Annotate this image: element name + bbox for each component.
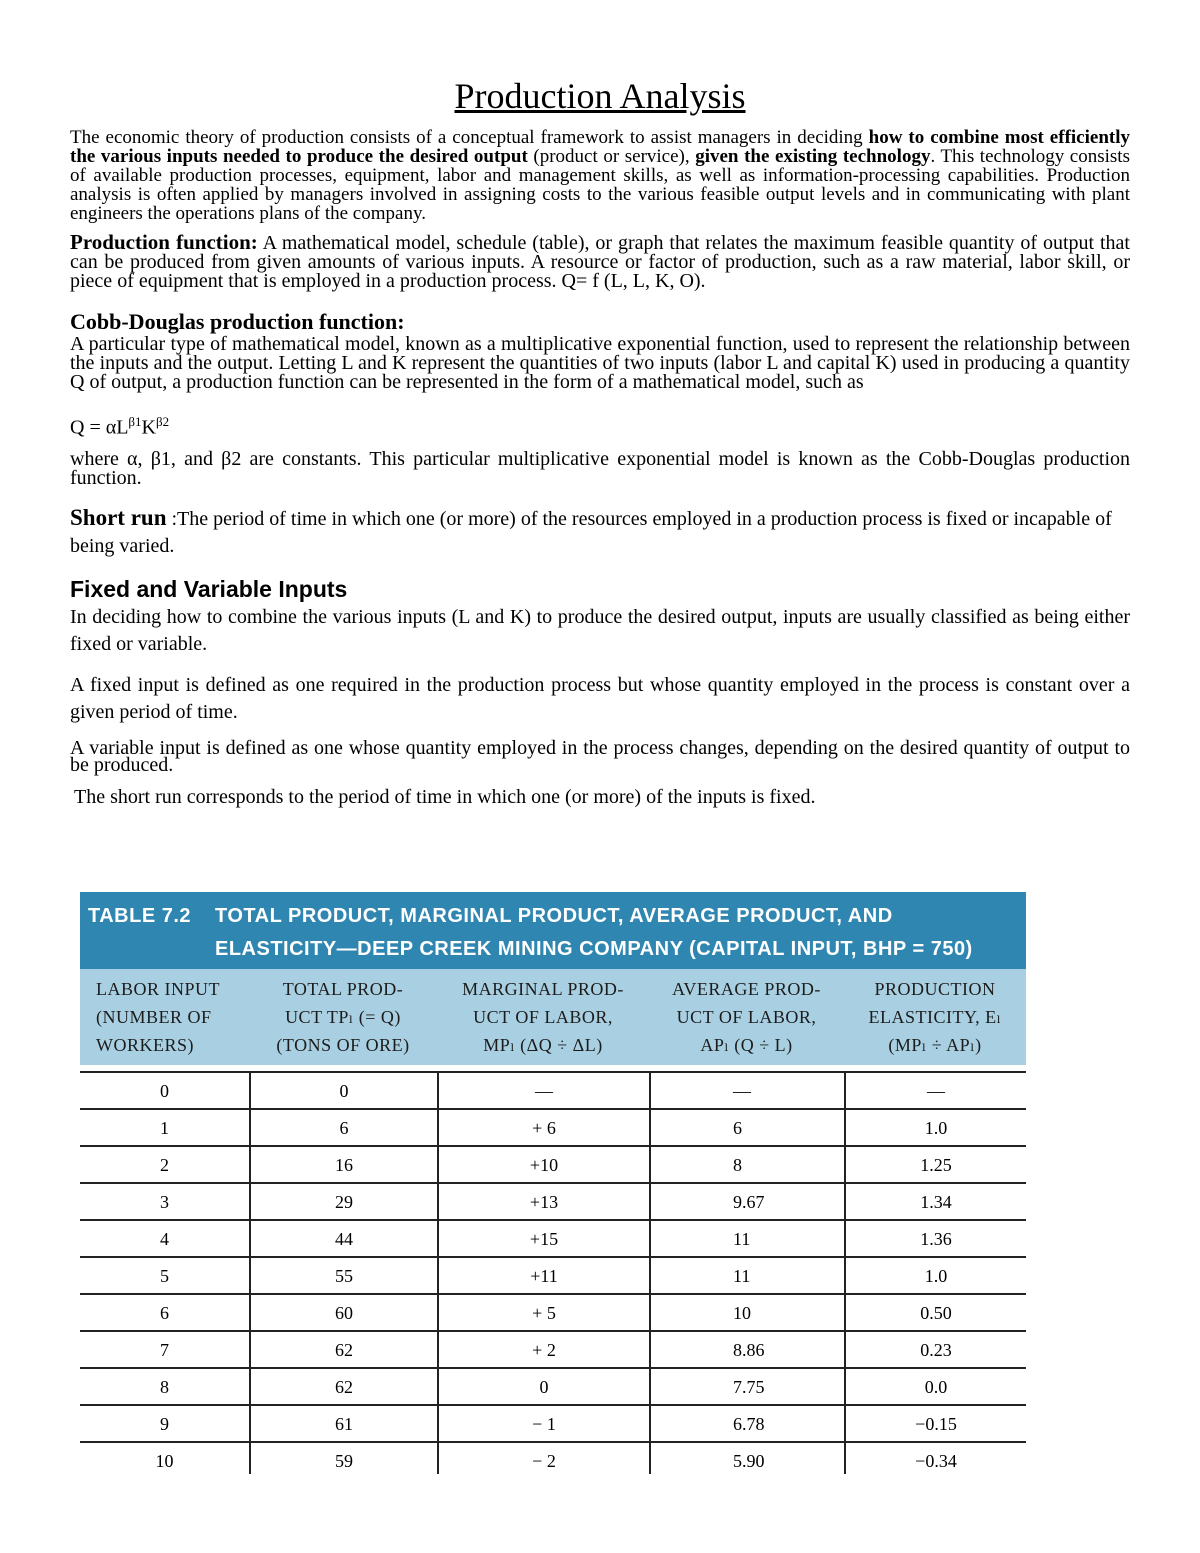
short-run-label: Short run — [70, 504, 167, 530]
table-cell: +13 — [437, 1184, 649, 1219]
table-cell: 16 — [249, 1147, 437, 1182]
intro-text-2: (product or service), — [527, 146, 696, 167]
table-cell: 4 — [160, 1229, 169, 1249]
table-number: TABLE 7.2 — [88, 905, 192, 927]
fixed-variable-p1: In deciding how to combine the various inputs (L and K) to produce the desired output, inputs are usually classified as being either fixed or variable. — [70, 605, 1130, 655]
table-cell: 1 — [160, 1118, 169, 1138]
table-cell: 55 — [249, 1258, 437, 1293]
fixed-variable-heading: Fixed and Variable Inputs — [70, 575, 348, 602]
table-cell: 6 — [160, 1303, 169, 1323]
cobb-douglas-heading: Cobb-Douglas production function: — [70, 309, 405, 334]
table-cell: +15 — [437, 1221, 649, 1256]
table-body — [80, 1071, 1026, 1474]
fixed-variable-p2: A fixed input is defined as one required in the production process but whose quantity employed in the process is constant over a given period of time. — [70, 673, 1130, 723]
table-row — [80, 1293, 1026, 1330]
table-row — [80, 1219, 1026, 1256]
table-cell: 8.86 — [649, 1332, 844, 1367]
table-row — [80, 1145, 1026, 1182]
header-line: (MPₗ ÷ APₗ) — [888, 1035, 982, 1055]
header-line: MARGINAL PROD- — [462, 979, 624, 999]
table-row — [80, 1108, 1026, 1145]
table-cell: 9.67 — [649, 1184, 844, 1219]
intro-paragraph — [70, 128, 1130, 223]
table-cell: 5.90 — [649, 1443, 844, 1474]
header-line: LABOR INPUT — [96, 979, 221, 999]
cobb-douglas-formula — [70, 408, 1130, 442]
table-cell: 8 — [160, 1377, 169, 1397]
header-line: ELASTICITY, Eₗ — [868, 1007, 1002, 1027]
table-cell: 1.0 — [844, 1110, 1026, 1145]
page-title: Production Analysis — [454, 76, 746, 116]
table-cell: + 2 — [437, 1332, 649, 1367]
table-cell: 1.36 — [844, 1221, 1026, 1256]
fixed-variable-p4: The short run corresponds to the period of time in which one (or more) of the inputs is fixed. — [74, 785, 816, 808]
table-cell: 44 — [249, 1221, 437, 1256]
intro-text-3: . This technology consists of available production processes, equipment, labor and management skills, as well as information-processing capabilities. Production analysis is often applied by managers involved in assigning costs to the various feasible output levels and in communicating with plant engineers the operations plans of the company. — [70, 146, 1130, 224]
table-cell: − 1 — [437, 1406, 649, 1441]
table-cell: 3 — [160, 1192, 169, 1212]
header-average-product — [649, 969, 844, 1065]
header-line: (NUMBER OF — [96, 1007, 212, 1027]
table-cell: −0.34 — [844, 1443, 1026, 1474]
table-cell: + 5 — [437, 1295, 649, 1330]
formula-capital: K — [141, 416, 156, 439]
table-cell: +11 — [437, 1258, 649, 1293]
table-cell: 10 — [649, 1295, 844, 1330]
table-cell: 6 — [649, 1110, 844, 1145]
table-cell: 0 — [249, 1073, 437, 1108]
table-cell: 62 — [249, 1332, 437, 1367]
table-cell: 0.50 — [844, 1295, 1026, 1330]
table-caption — [80, 892, 1026, 969]
table-title-line2: ELASTICITY—DEEP CREEK MINING COMPANY (CAPITAL INPUT, BHP = 750) — [215, 938, 973, 960]
table-cell: 7 — [160, 1340, 169, 1360]
intro-text: The economic theory of production consists of a conceptual framework to assist managers in deciding — [70, 127, 869, 148]
cobb-douglas-where: where α, β1, and β2 are constants. This particular multiplicative exponential model is known as the Cobb-Douglas production function. — [70, 447, 1130, 489]
table-cell: 11 — [649, 1221, 844, 1256]
cobb-douglas-text: A particular type of mathematical model, known as a multiplicative exponential function, used to represent the relationship between the inputs and the output. Letting L and K represent the quantities of two inputs (labor L and capital K) used in producing a quantity Q of output, a production function can be represented in the form of a mathematical model, such as — [70, 333, 1130, 393]
header-labor-input — [80, 969, 249, 1065]
intro-bold-text: how to combine most efficiently the various inputs needed to produce the desired output — [70, 127, 1130, 167]
header-total-product — [249, 969, 437, 1065]
table-cell: 1.34 — [844, 1184, 1026, 1219]
table-cell: +10 — [437, 1147, 649, 1182]
table-cell: 9 — [160, 1414, 169, 1434]
fixed-variable-p3: A variable input is defined as one whose quantity employed in the process changes, depending on the desired quantity of output to be produced. — [70, 736, 1130, 776]
table-cell: 11 — [649, 1258, 844, 1293]
table-row — [80, 1330, 1026, 1367]
document-page — [70, 74, 1130, 811]
table-title-line1: TOTAL PRODUCT, MARGINAL PRODUCT, AVERAGE PRODUCT, AND — [215, 905, 893, 927]
production-function-text: A mathematical model, schedule (table), or graph that relates the maximum feasible quantity of output that can be produced from given amounts of various inputs. A resource or factor of production, such as a raw material, labor skill, or piece of equipment that is employed in a production process. Q= f (L, L, K, O). — [70, 232, 1130, 292]
table-cell: 62 — [249, 1369, 437, 1404]
table-cell: 5 — [160, 1266, 169, 1286]
table-cell: 0 — [160, 1081, 169, 1101]
header-line: AVERAGE PROD- — [672, 979, 821, 999]
table-row — [80, 1182, 1026, 1219]
short-run-text: :The period of time in which one (or more) of the resources employed in a production process is fixed or incapable of being varied. — [70, 507, 1112, 557]
header-production-elasticity — [844, 969, 1026, 1065]
table-cell: − 2 — [437, 1443, 649, 1474]
table-cell: 8 — [649, 1147, 844, 1182]
header-line: (TONS OF ORE) — [276, 1035, 410, 1055]
table-cell: 7.75 — [649, 1369, 844, 1404]
table-cell: — — [844, 1073, 1026, 1108]
table-cell: 0.23 — [844, 1332, 1026, 1367]
table-row — [80, 1071, 1026, 1108]
header-line: TOTAL PROD- — [282, 979, 404, 999]
table-cell: 0.0 — [844, 1369, 1026, 1404]
header-line: UCT OF LABOR, — [676, 1007, 817, 1027]
table-cell: 2 — [160, 1155, 169, 1175]
table-row — [80, 1256, 1026, 1293]
production-function-paragraph — [70, 230, 1130, 292]
header-line: WORKERS) — [96, 1035, 194, 1055]
header-marginal-product — [437, 969, 649, 1065]
table-cell: 59 — [249, 1443, 437, 1474]
table-cell: 29 — [249, 1184, 437, 1219]
table-row — [80, 1404, 1026, 1441]
table-cell: + 6 — [437, 1110, 649, 1145]
table-row — [80, 1441, 1026, 1474]
short-run-paragraph — [70, 504, 1130, 560]
table-cell: 0 — [437, 1369, 649, 1404]
production-function-label: Production function: — [70, 230, 258, 254]
formula-base: Q = αL — [70, 416, 129, 439]
table-header — [80, 969, 1026, 1065]
table-cell: 1.0 — [844, 1258, 1026, 1293]
header-line: UCT OF LABOR, — [473, 1007, 613, 1027]
header-line: PRODUCTION — [874, 979, 996, 999]
table-cell: 10 — [155, 1451, 174, 1471]
table-cell: 6.78 — [649, 1406, 844, 1441]
table-cell: — — [437, 1073, 649, 1108]
header-line: UCT TPₗ (= Q) — [285, 1007, 401, 1027]
table-row — [80, 1367, 1026, 1404]
table-cell: 1.25 — [844, 1147, 1026, 1182]
table-cell: — — [649, 1073, 844, 1108]
table-cell: −0.15 — [844, 1406, 1026, 1441]
header-line: MPₗ (ΔQ ÷ ΔL) — [483, 1035, 603, 1055]
table-cell: 60 — [249, 1295, 437, 1330]
table-cell: 61 — [249, 1406, 437, 1441]
intro-bold-text-2: given the existing technology — [695, 146, 931, 167]
formula-exponent-2: β2 — [156, 414, 170, 429]
header-line: APₗ (Q ÷ L) — [700, 1035, 793, 1055]
production-table — [80, 892, 1026, 1474]
formula-exponent-1: β1 — [128, 414, 142, 429]
table-cell: 6 — [249, 1110, 437, 1145]
